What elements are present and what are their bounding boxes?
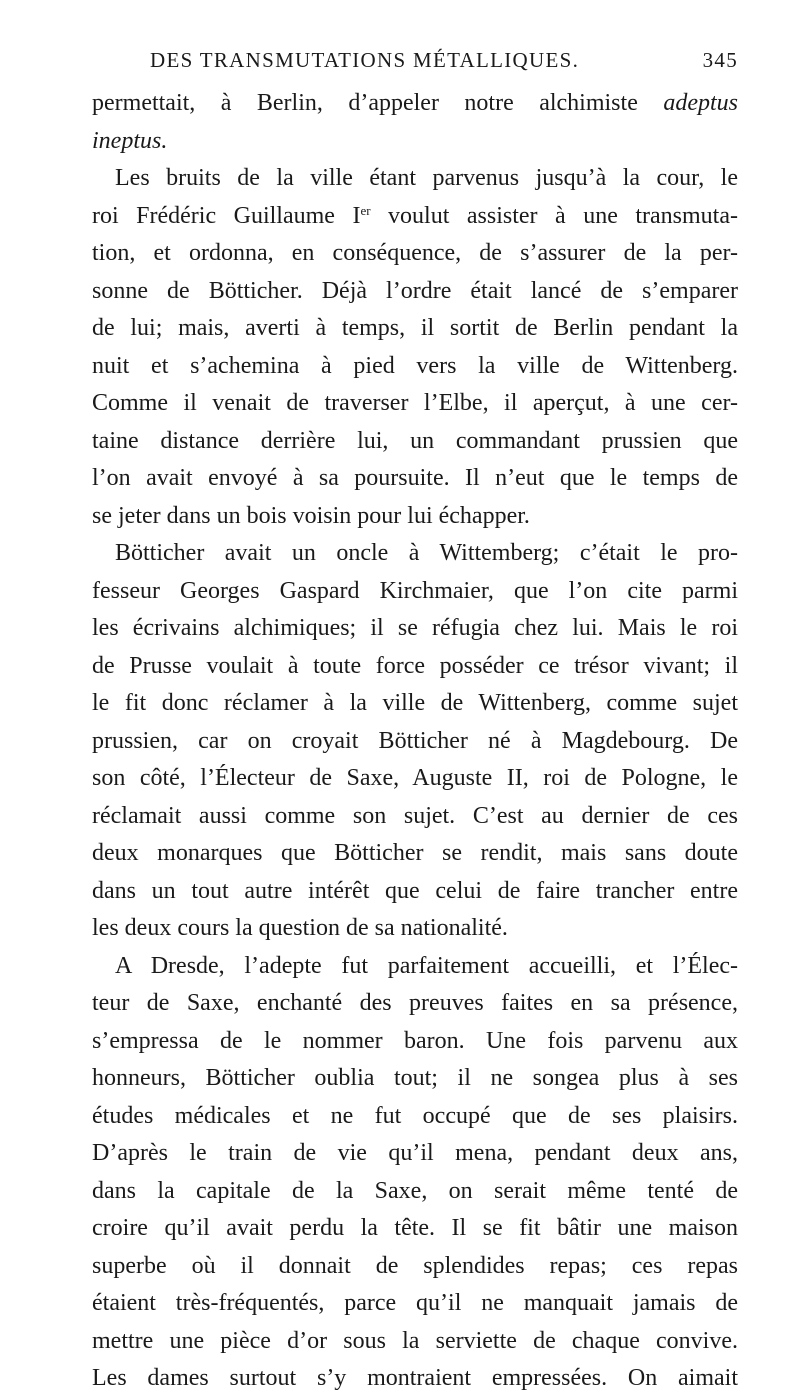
text-line (92, 1248, 738, 1286)
text-line (92, 910, 738, 948)
text-segment: de Prusse voulait à toute force posséder ce trésor vivant; il (92, 652, 738, 679)
text-line (92, 535, 738, 573)
superscript: er (360, 202, 371, 218)
text-line (92, 460, 738, 498)
text-line (92, 1023, 738, 1061)
text-line (92, 123, 738, 161)
text-segment: D’après le train de vie qu’il mena, pendant deux ans, (92, 1140, 738, 1166)
text-segment: honneurs, Bötticher oublia tout; il ne songea plus à ses (92, 1065, 738, 1091)
text-line (92, 985, 738, 1023)
text-segment: croire qu’il avait perdu la tête. Il se fit bâtir une maison (92, 1215, 738, 1241)
text-segment: nuit et s’achemina à pied vers la ville de Wittenberg. (92, 352, 738, 379)
text-segment: de lui; mais, averti à temps, il sortit de Berlin pendant la (92, 315, 738, 341)
text-segment: prussien, car on croyait Bötticher né à Magdebourg. De (92, 727, 738, 754)
text-line (92, 348, 738, 386)
text-segment: les deux cours la question de sa nationalité. (92, 915, 508, 941)
text-line (92, 235, 738, 273)
text-segment: voulut assister à une transmuta- (370, 202, 738, 229)
text-segment: se jeter dans un bois voisin pour lui échapper. (92, 502, 530, 529)
text-segment: deux monarques que Bötticher se rendit, mais sans doute (92, 840, 738, 866)
text-line (92, 685, 738, 723)
text-segment: dans un tout autre intérêt que celui de faire trancher entre (92, 877, 738, 904)
text-line (92, 1060, 738, 1098)
italic-text: adeptus (663, 90, 738, 116)
text-segment: Comme il venait de traverser l’Elbe, il aperçut, à une cer- (92, 390, 738, 416)
italic-text: ineptus. (92, 127, 168, 154)
text-line (92, 423, 738, 461)
text-line (92, 835, 738, 873)
running-title: DES TRANSMUTATIONS MÉTALLIQUES. (150, 48, 580, 72)
text-line (92, 1360, 738, 1398)
text-line (92, 723, 738, 761)
page-number: 345 (702, 48, 738, 72)
text-segment: tion, et ordonna, en conséquence, de s’assurer de la per- (92, 240, 738, 266)
text-segment: étaient très-fréquentés, parce qu’il ne manquait jamais de (92, 1290, 738, 1316)
text-segment: superbe où il donnait de splendides repas; ces repas (92, 1252, 738, 1279)
text-line (92, 648, 738, 686)
text-line (92, 1323, 738, 1361)
text-line (92, 948, 738, 986)
text-line (92, 798, 738, 836)
text-line (92, 760, 738, 798)
text-segment: les écrivains alchimiques; il se réfugia chez lui. Mais le roi (92, 615, 738, 641)
page-header (92, 48, 738, 82)
text-line (92, 1210, 738, 1248)
text-segment: dans la capitale de la Saxe, on serait même tenté de (92, 1177, 738, 1204)
text-line (92, 85, 738, 123)
text-segment: teur de Saxe, enchanté des preuves faites en sa présence, (92, 990, 738, 1016)
body-text (92, 85, 738, 1398)
text-line (92, 1173, 738, 1211)
text-line (92, 198, 738, 236)
text-segment: sonne de Bötticher. Déjà l’ordre était lancé de s’emparer (92, 277, 738, 304)
text-segment: fesseur Georges Gaspard Kirchmaier, que l’on cite parmi (92, 577, 738, 604)
text-line (92, 610, 738, 648)
text-line (92, 273, 738, 311)
text-segment: Les bruits de la ville étant parvenus jusqu’à la cour, le (115, 165, 738, 191)
text-line (92, 1098, 738, 1136)
text-segment: Les dames surtout s’y montraient empressées. On aimait (92, 1365, 738, 1391)
text-line (92, 385, 738, 423)
text-line (92, 573, 738, 611)
text-segment: mettre une pièce d’or sous la serviette de chaque convive. (92, 1327, 738, 1354)
text-segment: son côté, l’Électeur de Saxe, Auguste II, roi de Pologne, le (92, 765, 738, 791)
text-segment: Bötticher avait un oncle à Wittemberg; c’était le pro- (115, 540, 738, 566)
text-line (92, 160, 738, 198)
text-segment: permettait, à Berlin, d’appeler notre alchimiste (92, 90, 664, 116)
text-segment: réclamait aussi comme son sujet. C’est au dernier de ces (92, 802, 738, 829)
text-segment: taine distance derrière lui, un commandant prussien que (92, 427, 738, 454)
text-line (92, 873, 738, 911)
text-line (92, 310, 738, 348)
text-segment: le fit donc réclamer à la ville de Wittenberg, comme sujet (92, 690, 738, 716)
text-segment: l’on avait envoyé à sa poursuite. Il n’eut que le temps de (92, 465, 738, 491)
text-line (92, 498, 738, 536)
text-segment: A Dresde, l’adepte fut parfaitement accueilli, et l’Élec- (115, 952, 738, 979)
text-line (92, 1285, 738, 1323)
text-segment: études médicales et ne fut occupé que de ses plaisirs. (92, 1102, 738, 1129)
text-segment: s’empressa de le nommer baron. Une fois parvenu aux (92, 1027, 738, 1054)
text-line (92, 1135, 738, 1173)
text-segment: roi Frédéric Guillaume I (92, 202, 361, 229)
